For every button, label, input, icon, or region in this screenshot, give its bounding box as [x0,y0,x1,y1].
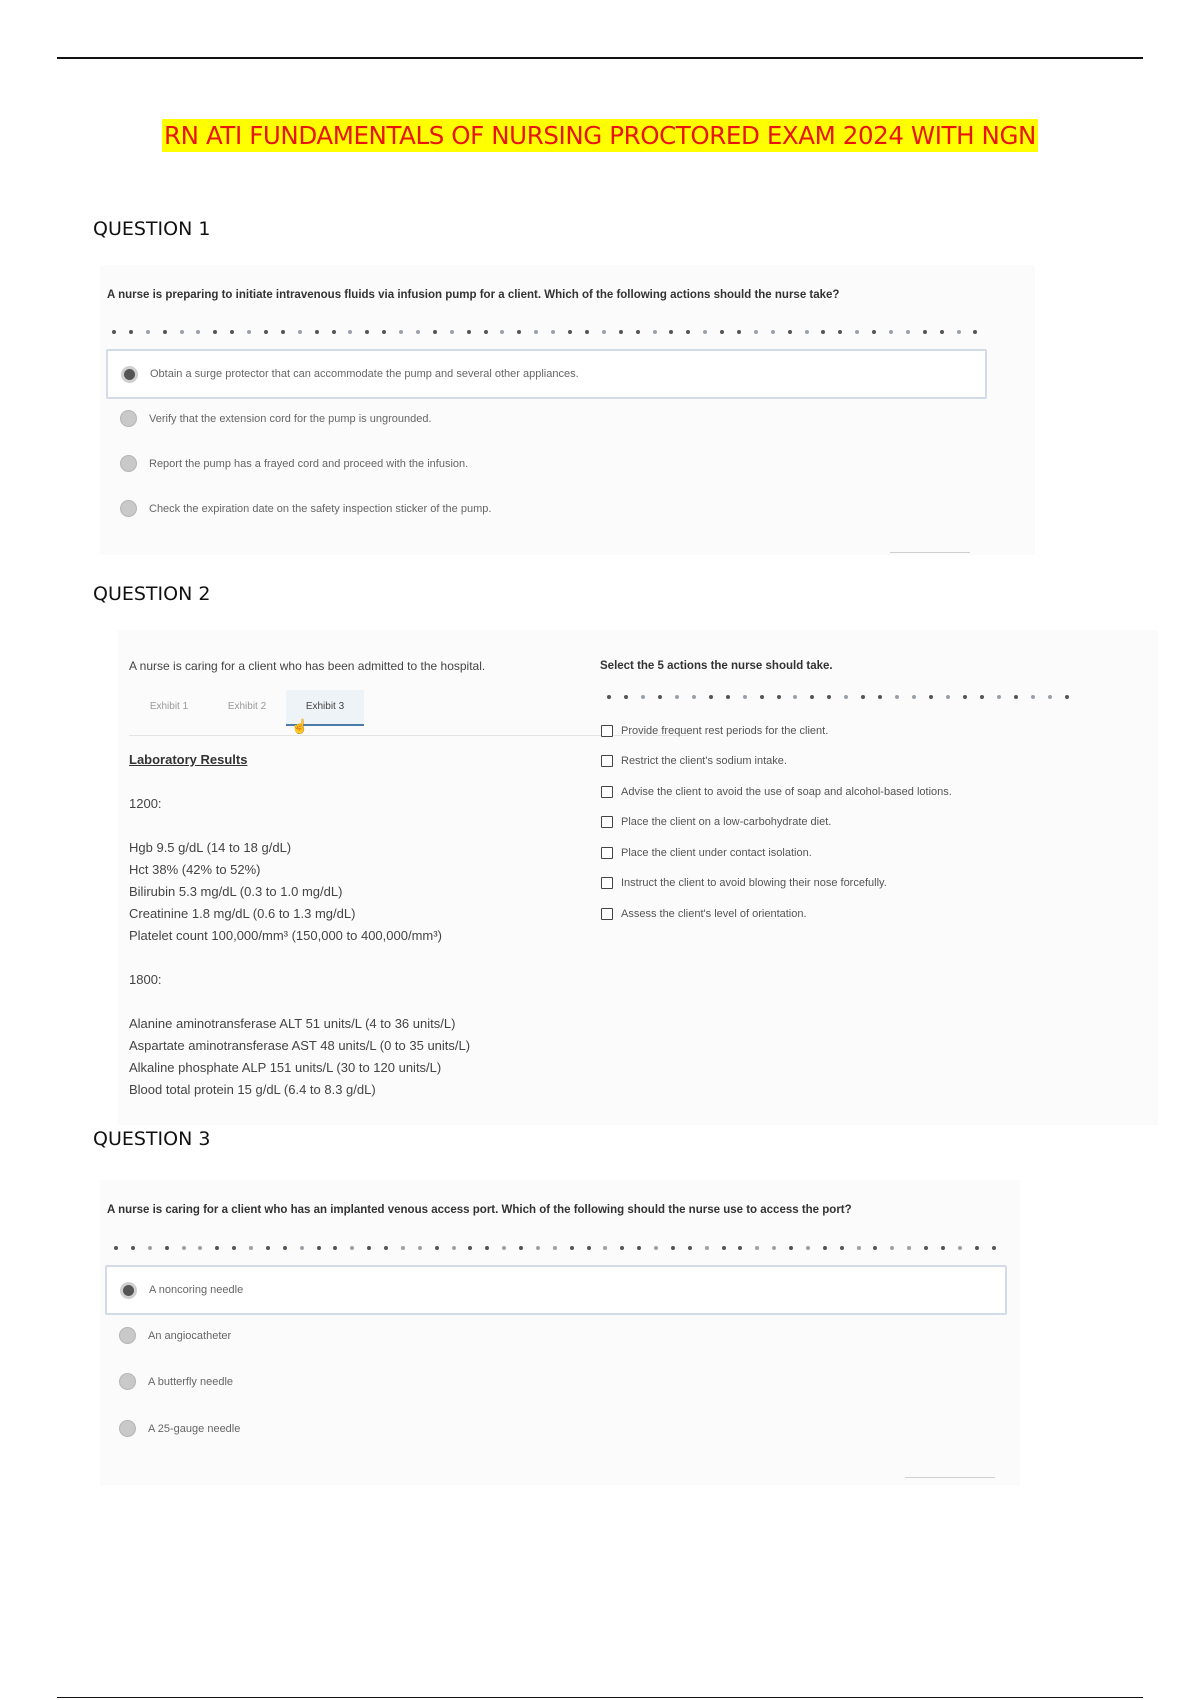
progress-dot [484,330,488,334]
progress-dot [738,1246,742,1250]
progress-dot [196,330,200,334]
progress-dot [844,695,848,699]
progress-dot [929,695,933,699]
action-label: Assess the client's level of orientation. [621,908,807,920]
option-label: Check the expiration date on the safety inspection sticker of the pump. [149,502,492,515]
progress-dot [823,1246,827,1250]
progress-dot [418,1246,422,1250]
progress-dot [789,1246,793,1250]
question-3-option-4[interactable] [119,1420,240,1437]
select-actions-heading: Select the 5 actions the nurse should take. [600,660,833,672]
exhibit-tabs [130,690,364,726]
document-title [0,121,1200,150]
lab-value: Platelet count 100,000/mm³ (150,000 to 400,000/mm³) [129,928,442,943]
progress-dot [754,330,758,334]
progress-dot [602,330,606,334]
checkbox-icon[interactable] [601,725,613,737]
progress-dot [637,1246,641,1250]
radio-icon[interactable] [119,1327,136,1344]
scroll-mark [890,552,970,553]
action-checkbox-4[interactable] [601,816,831,828]
progress-dot [709,695,713,699]
progress-dot [973,330,977,334]
option-label: A noncoring needle [149,1284,244,1296]
progress-dot [906,330,910,334]
progress-dot [399,330,403,334]
question-1-option-4[interactable] [120,500,491,517]
progress-dot [946,695,950,699]
progress-dot [300,1246,304,1250]
progress-dot [821,330,825,334]
progress-dot [213,330,217,334]
action-checkbox-6[interactable] [601,877,887,889]
action-label: Advise the client to avoid the use of soap and alcohol-based lotions. [621,786,952,798]
progress-dot [112,330,116,334]
progress-dot [838,330,842,334]
progress-dot [384,1246,388,1250]
question-3-heading: QUESTION 3 [93,1128,211,1150]
checkbox-icon[interactable] [601,786,613,798]
progress-dot [433,330,437,334]
progress-dot [620,1246,624,1250]
progress-dot [180,330,184,334]
question-3-progress-dots [114,1246,996,1250]
progress-dot [367,1246,371,1250]
radio-selected-icon[interactable] [121,366,138,383]
action-label: Restrict the client's sodium intake. [621,755,787,767]
progress-dot [772,1246,776,1250]
progress-dot [720,330,724,334]
progress-dot [182,1246,186,1250]
option-label: Verify that the extension cord for the pump is ungrounded. [149,412,432,425]
progress-dot [675,695,679,699]
progress-dot [861,695,865,699]
tab-exhibit-2[interactable]: Exhibit 2 [227,701,267,712]
progress-dot [129,330,133,334]
progress-dot [806,1246,810,1250]
progress-dot [333,1246,337,1250]
progress-dot [941,1246,945,1250]
progress-dot [232,1246,236,1250]
lab-value: Creatinine 1.8 mg/dL (0.6 to 1.3 mg/dL) [129,906,356,921]
progress-dot [940,330,944,334]
progress-dot [624,695,628,699]
progress-dot [1031,695,1035,699]
checkbox-icon[interactable] [601,877,613,889]
progress-dot [568,330,572,334]
progress-dot [722,1246,726,1250]
progress-dot [382,330,386,334]
progress-dot [963,695,967,699]
progress-dot [348,330,352,334]
progress-dot [980,695,984,699]
progress-dot [671,1246,675,1250]
progress-dot [365,330,369,334]
progress-dot [215,1246,219,1250]
progress-dot [163,330,167,334]
lab-value: Hgb 9.5 g/dL (14 to 18 g/dL) [129,840,292,855]
checkbox-icon[interactable] [601,847,613,859]
lab-value: Bilirubin 5.3 mg/dL (0.3 to 1.0 mg/dL) [129,884,343,899]
progress-dot [519,1246,523,1250]
progress-dot [165,1246,169,1250]
progress-dot [551,330,555,334]
scroll-mark [905,1477,995,1478]
progress-dot [534,330,538,334]
progress-dot [688,1246,692,1250]
option-label: A butterfly needle [148,1375,234,1388]
question-1-option-1[interactable] [106,349,987,399]
progress-dot [500,330,504,334]
progress-dot [485,1246,489,1250]
question-2-heading: QUESTION 2 [93,583,211,605]
lab-value: Blood total protein 15 g/dL (6.4 to 8.3 g/dL) [129,1082,376,1097]
progress-dot [230,330,234,334]
question-2-progress-dots [607,695,1069,699]
progress-dot [890,1246,894,1250]
progress-dot [743,695,747,699]
progress-dot [585,330,589,334]
progress-dot [653,330,657,334]
progress-dot [619,330,623,334]
progress-dot [855,330,859,334]
progress-dot [654,1246,658,1250]
progress-dot [247,330,251,334]
progress-dot [889,330,893,334]
progress-dot [857,1246,861,1250]
action-checkbox-5[interactable] [601,847,812,859]
progress-dot [912,695,916,699]
progress-dot [114,1246,118,1250]
progress-dot [705,1246,709,1250]
progress-dot [350,1246,354,1250]
progress-dot [587,1246,591,1250]
question-3-prompt: A nurse is caring for a client who has an implanted venous access port. Which of the following should the nurse use to access the port? [107,1204,852,1216]
progress-dot [1048,695,1052,699]
progress-dot [401,1246,405,1250]
radio-icon[interactable] [120,500,137,517]
question-3-option-3[interactable] [119,1373,233,1390]
progress-dot [607,695,611,699]
question-3-option-2[interactable] [119,1327,231,1344]
progress-dot [198,1246,202,1250]
laboratory-results [129,749,470,1101]
progress-dot [658,695,662,699]
progress-dot [992,1246,996,1250]
question-1-option-3[interactable] [120,455,468,472]
lab-value: Alkaline phosphate ALP 151 units/L (30 to 120 units/L) [129,1060,442,1075]
progress-dot [703,330,707,334]
progress-dot [452,1246,456,1250]
option-label: Obtain a surge protector that can accommodate the pump and several other appliances. [150,368,579,380]
progress-dot [281,330,285,334]
progress-dot [872,330,876,334]
question-3-option-1[interactable] [105,1265,1007,1315]
progress-dot [669,330,673,334]
progress-dot [435,1246,439,1250]
tab-exhibit-1[interactable]: Exhibit 1 [149,701,189,712]
progress-dot [692,695,696,699]
lab-value: Aspartate aminotransferase AST 48 units/L (0 to 35 units/L) [129,1038,471,1053]
progress-dot [997,695,1001,699]
progress-dot [450,330,454,334]
progress-dot [810,695,814,699]
progress-dot [827,695,831,699]
progress-dot [958,1246,962,1250]
progress-dot [131,1246,135,1250]
action-checkbox-7[interactable] [601,908,807,920]
progress-dot [805,330,809,334]
progress-dot [878,695,882,699]
hand-cursor-icon: ☝ [291,718,309,734]
progress-dot [298,330,302,334]
question-1-option-2[interactable] [120,410,432,427]
progress-dot [636,330,640,334]
progress-dot [923,330,927,334]
checkbox-icon[interactable] [601,755,613,767]
question-1-screenshot [100,265,1035,555]
progress-dot [317,1246,321,1250]
document-title-text: RN ATI FUNDAMENTALS OF NURSING PROCTORED EXAM 2024 WITH NGN [164,121,1036,150]
progress-dot [975,1246,979,1250]
progress-dot [502,1246,506,1250]
progress-dot [249,1246,253,1250]
progress-dot [777,695,781,699]
question-1-prompt: A nurse is preparing to initiate intravenous fluids via infusion pump for a client. Which of the following actions should the nurse take? [107,289,840,301]
progress-dot [467,330,471,334]
progress-dot [957,330,961,334]
progress-dot [416,330,420,334]
progress-dot [315,330,319,334]
progress-dot [755,1246,759,1250]
bottom-rule [57,1697,1143,1698]
lab-time-1200: 1200: [129,796,162,811]
progress-dot [1065,695,1069,699]
action-checkbox-3[interactable] [601,786,952,798]
progress-dot [570,1246,574,1250]
action-label: Place the client on a low-carbohydrate diet. [621,816,832,828]
progress-dot [283,1246,287,1250]
progress-dot [907,1246,911,1250]
radio-selected-icon[interactable] [120,1282,137,1299]
lab-time-1800: 1800: [129,972,162,987]
action-label: Instruct the client to avoid blowing their nose forcefully. [621,877,887,889]
progress-dot [603,1246,607,1250]
option-label: A 25-gauge needle [148,1422,241,1435]
progress-dot [873,1246,877,1250]
progress-dot [517,330,521,334]
radio-icon[interactable] [120,410,137,427]
progress-dot [760,695,764,699]
progress-dot [686,330,690,334]
option-label: An angiocatheter [148,1329,232,1342]
progress-dot [788,330,792,334]
progress-dot [771,330,775,334]
top-rule [57,57,1143,59]
progress-dot [793,695,797,699]
progress-dot [536,1246,540,1250]
progress-dot [266,1246,270,1250]
progress-dot [146,330,150,334]
radio-icon[interactable] [120,455,137,472]
progress-dot [332,330,336,334]
progress-dot [148,1246,152,1250]
lab-value: Hct 38% (42% to 52%) [129,862,261,877]
question-3-screenshot [100,1180,1020,1485]
radio-icon[interactable] [119,1420,136,1437]
lab-value: Alanine aminotransferase ALT 51 units/L (4 to 36 units/L) [129,1016,456,1031]
progress-dot [726,695,730,699]
checkbox-icon[interactable] [601,908,613,920]
action-label: Provide frequent rest periods for the client. [621,725,829,737]
action-checkbox-1[interactable] [601,725,828,737]
checkbox-icon[interactable] [601,816,613,828]
progress-dot [641,695,645,699]
option-label: Report the pump has a frayed cord and proceed with the infusion. [149,457,469,470]
progress-dot [924,1246,928,1250]
radio-icon[interactable] [119,1373,136,1390]
progress-dot [1014,695,1018,699]
tab-exhibit-3[interactable]: Exhibit 3 [286,690,364,726]
question-2-screenshot [118,630,1158,1125]
progress-dot [737,330,741,334]
action-checkbox-2[interactable] [601,755,787,767]
progress-dot [553,1246,557,1250]
question-2-intro: A nurse is caring for a client who has been admitted to the hospital. [129,659,486,673]
question-1-heading: QUESTION 1 [93,218,211,240]
progress-dot [840,1246,844,1250]
action-label: Place the client under contact isolation. [621,847,812,859]
question-1-progress-dots [112,330,978,334]
progress-dot [468,1246,472,1250]
progress-dot [895,695,899,699]
lab-results-heading: Laboratory Results [129,752,248,767]
progress-dot [264,330,268,334]
